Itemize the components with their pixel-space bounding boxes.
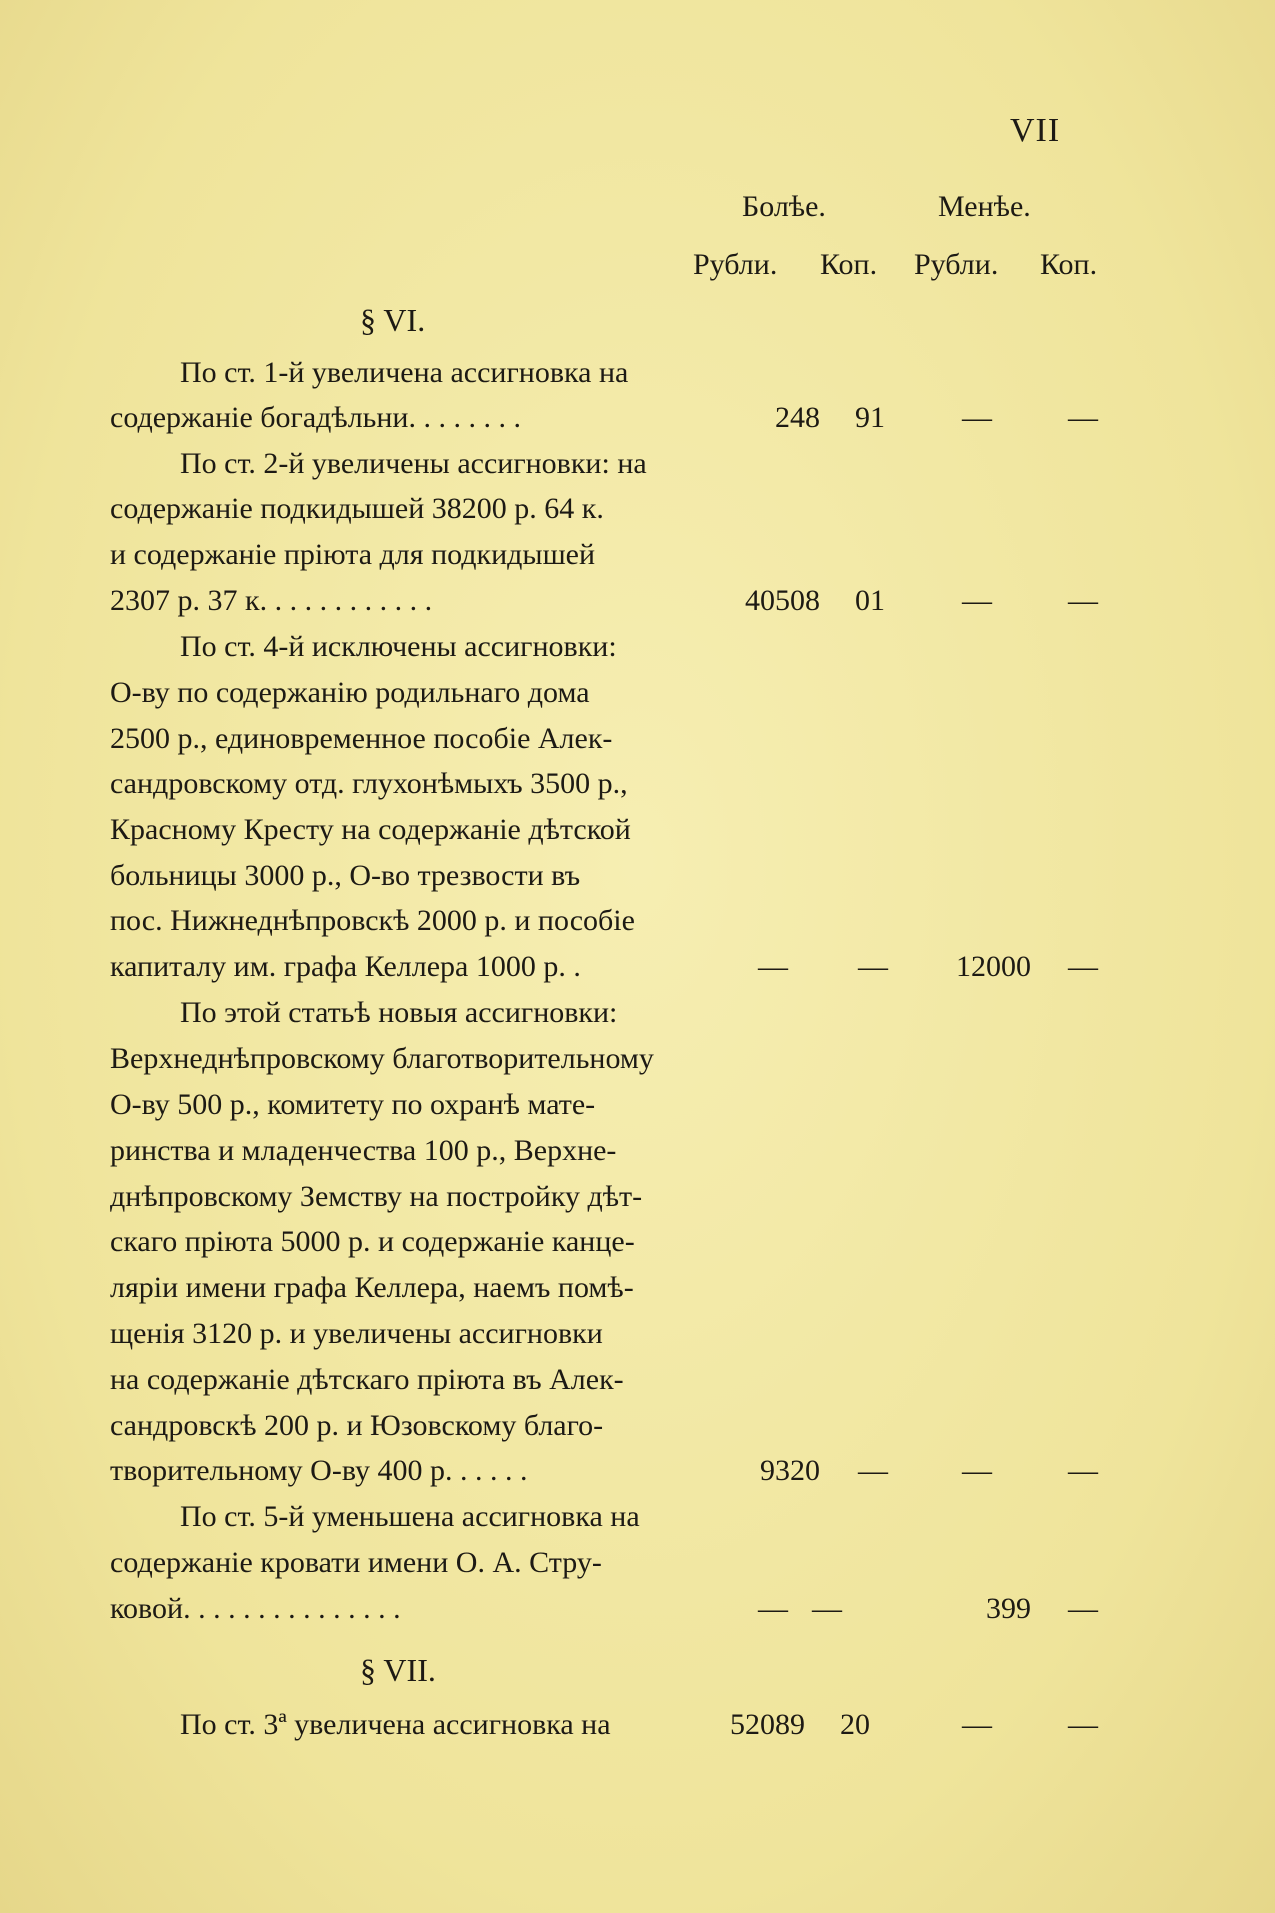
section-title-7: § VII. — [360, 1652, 436, 1688]
entry-1-kop-less: — — [1068, 401, 1098, 434]
entry-2-line-2: содержаніе подкидышей 38200 р. 64 к. — [110, 492, 604, 525]
entry-3-rubles-less: 12000 — [956, 950, 1031, 983]
entry-3-line-4: сандровскому отд. глухонѣмыхъ 3500 р., — [110, 767, 628, 800]
column-header-more: Болѣе. — [742, 190, 826, 223]
entry-2-rubles-more: 40508 — [745, 584, 820, 617]
entry-5-rubles-more: — — [758, 1592, 788, 1625]
entry-2-rubles-less: — — [962, 584, 992, 617]
entry-2-line-4: 2307 р. 37 к. . . . . . . . . . . . — [110, 584, 433, 617]
entry-3-line-5: Красному Кресту на содержаніе дѣтской — [110, 813, 631, 846]
entry-4-line-4: ринства и младенчества 100 р., Верхне- — [110, 1134, 617, 1167]
entry-1-rubles-more: 248 — [775, 401, 820, 434]
entry-4-line-10: сандровскѣ 200 р. и Юзовскому благо- — [110, 1409, 604, 1442]
entry-3-kop-less: — — [1068, 950, 1098, 983]
column-header-kop-less: Коп. — [1040, 248, 1098, 281]
entry-6-kop-less: — — [1068, 1708, 1098, 1741]
entry-1-rubles-less: — — [962, 401, 992, 434]
entry-4-line-7: ляріи имени графа Келлера, наемъ помѣ- — [110, 1271, 634, 1304]
entry-1-line-1: По ст. 1-й увеличена ассигновка на — [180, 356, 629, 389]
section-title-6: § VI. — [360, 302, 426, 338]
entry-2-kop-more: 01 — [855, 584, 885, 617]
page-number: VII — [1010, 112, 1061, 149]
entry-4-line-6: скаго пріюта 5000 р. и содержаніе канце- — [110, 1225, 635, 1258]
entry-1-kop-more: 91 — [855, 401, 885, 434]
column-header-rubles-less: Рубли. — [914, 248, 999, 281]
entry-3-line-7: пос. Нижнеднѣпровскѣ 2000 р. и пособіе — [110, 904, 635, 937]
entry-6-rubles-more: 52089 — [730, 1708, 805, 1741]
entry-3-line-1: По ст. 4-й исключены ассигновки: — [180, 630, 617, 663]
entry-4-line-11: творительному О-ву 400 р. . . . . . — [110, 1454, 528, 1487]
entry-6-rubles-less: — — [962, 1708, 992, 1741]
entry-3-line-2: О-ву по содержанію родильнаго дома — [110, 676, 590, 709]
entry-4-line-1: По этой статьѣ новыя ассигновки: — [180, 996, 618, 1029]
column-header-rubles-more: Рубли. — [693, 248, 778, 281]
entry-4-line-2: Верхнеднѣпровскому благотворительному — [110, 1042, 654, 1075]
entry-4-rubles-less: — — [962, 1454, 992, 1487]
entry-2-line-1: По ст. 2-й увеличены ассигновки: на — [180, 447, 647, 480]
entry-5-kop-more: — — [812, 1592, 842, 1625]
entry-5-rubles-less: 399 — [986, 1592, 1031, 1625]
entry-4-rubles-more: 9320 — [760, 1454, 820, 1487]
column-header-less: Менѣе. — [938, 190, 1031, 223]
entry-2-kop-less: — — [1068, 584, 1098, 617]
entry-3-line-6: больницы 3000 р., О-во трезвости въ — [110, 859, 581, 892]
entry-4-line-8: щенія 3120 р. и увеличены ассигновки — [110, 1317, 603, 1350]
entry-3-rubles-more: — — [758, 950, 788, 983]
entry-5-line-3: ковой. . . . . . . . . . . . . . . — [110, 1592, 401, 1625]
entry-4-line-9: на содержаніе дѣтскаго пріюта въ Алек- — [110, 1363, 624, 1396]
entry-3-line-3: 2500 р., единовременное пособіе Алек- — [110, 722, 613, 755]
entry-5-line-2: содержаніе кровати имени О. А. Стру- — [110, 1546, 602, 1579]
entry-5-kop-less: — — [1068, 1592, 1098, 1625]
entry-6-line-1: По ст. 3ª увеличена ассигновка на — [180, 1708, 611, 1741]
entry-4-line-5: днѣпровскому Земству на постройку дѣт- — [110, 1180, 643, 1213]
entry-6-kop-more: 20 — [840, 1708, 870, 1741]
entry-1-line-2: содержаніе богадѣльни. . . . . . . . — [110, 401, 521, 434]
entry-4-line-3: О-ву 500 р., комитету по охранѣ мате- — [110, 1088, 596, 1121]
entry-3-line-8: капиталу им. графа Келлера 1000 р. . — [110, 950, 581, 983]
entry-5-line-1: По ст. 5-й уменьшена ассигновка на — [180, 1500, 640, 1533]
entry-3-kop-more: — — [858, 950, 888, 983]
entry-4-kop-more: — — [858, 1454, 888, 1487]
column-header-kop-more: Коп. — [820, 248, 878, 281]
entry-4-kop-less: — — [1068, 1454, 1098, 1487]
entry-2-line-3: и содержаніе пріюта для подкидышей — [110, 538, 596, 571]
